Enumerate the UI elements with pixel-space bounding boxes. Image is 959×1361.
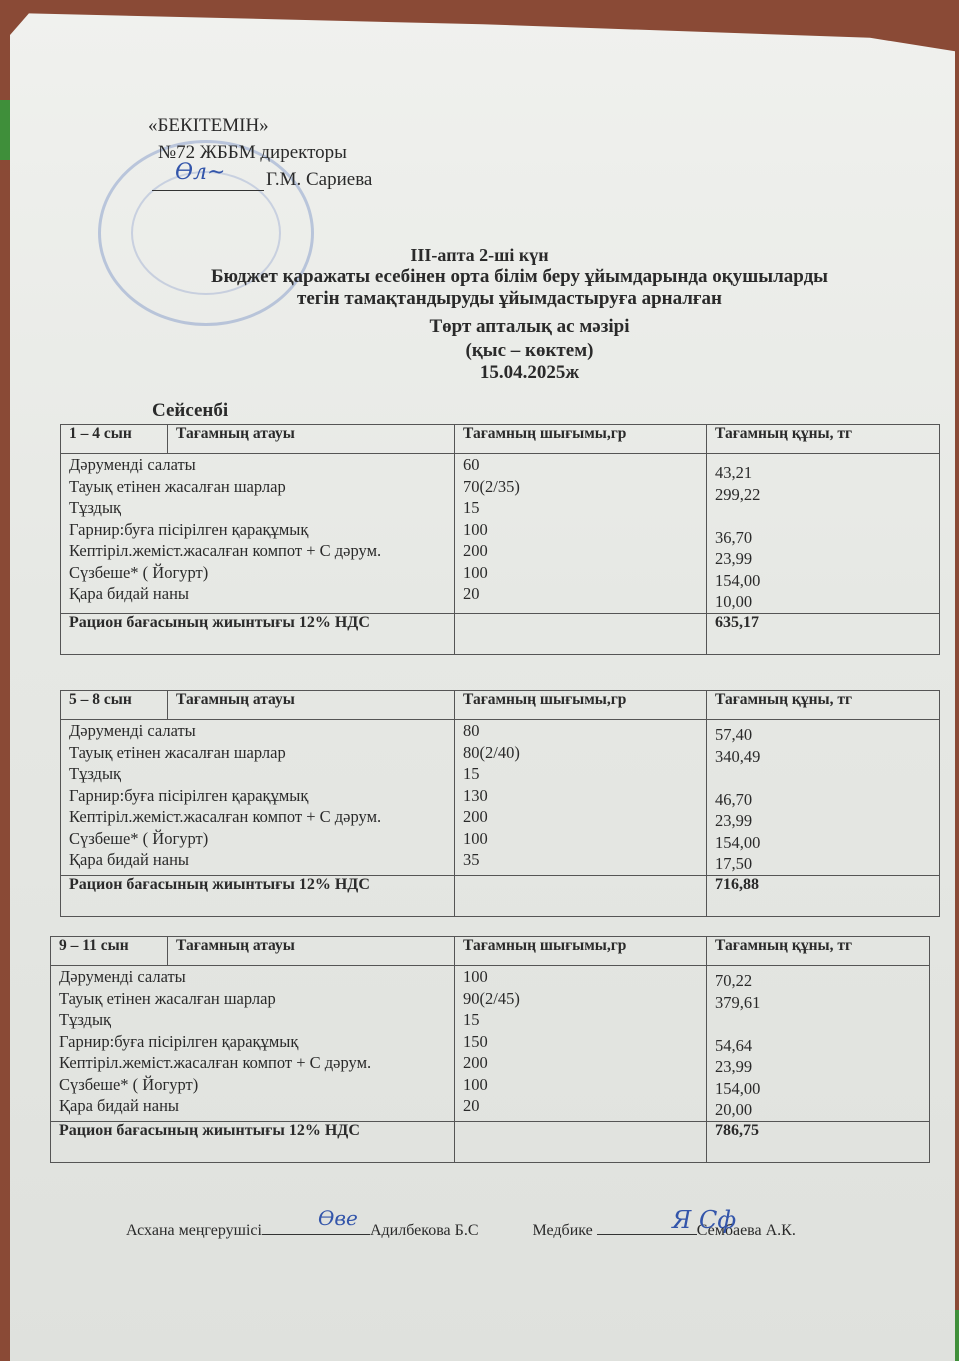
director-signature-line [152, 190, 264, 191]
cook-signature-line [262, 1234, 370, 1235]
table-header [61, 425, 940, 454]
dish-price: 54,64 [715, 1035, 753, 1055]
col-name-header: Тағамның атауы [168, 937, 455, 966]
dish-output: 150 [463, 1031, 488, 1051]
dish-output: 100 [463, 967, 488, 986]
col-output-header: Тағамның шығымы,гр [455, 937, 707, 966]
dish-output: 200 [463, 541, 488, 560]
table-header [51, 937, 930, 966]
dish-name: Тұздық [59, 1010, 112, 1029]
total-value: 716,88 [707, 875, 940, 916]
dish-output: 100 [463, 519, 488, 539]
dish-name: Гарнир:буға пісірілген қарақұмық [69, 785, 309, 805]
menu-table-grades-9-11 [50, 936, 930, 1163]
dish-price: 340,49 [715, 746, 761, 766]
dish-name: Гарнир:буға пісірілген қарақұмық [59, 1031, 299, 1051]
total-empty [455, 613, 707, 654]
dish-price-empty [715, 767, 931, 789]
dish-output: 20 [463, 584, 480, 603]
dish-price: 57,40 [715, 725, 753, 744]
dish-name: Кептіріл.жеміст.жасалған компот + С дәрум. [69, 807, 382, 826]
total-row [51, 1121, 930, 1162]
nurse-signature: Я Сф [672, 1206, 737, 1234]
cook-title: Асхана меңгерушісі [126, 1222, 262, 1239]
dish-outputs [455, 454, 707, 614]
signatures-footer [126, 1222, 926, 1240]
approval-name: Г.М. Сариева [266, 169, 373, 190]
col-name-header: Тағамның атауы [168, 691, 455, 720]
dish-output: 80 [463, 721, 480, 740]
dish-name: Қара бидай наны [59, 1096, 179, 1115]
total-label: Рацион бағасының жиынтығы 12% НДС [61, 613, 455, 654]
dish-price: 70,22 [715, 971, 753, 990]
dish-price: 17,50 [715, 854, 753, 873]
dish-output: 15 [463, 1010, 480, 1029]
menu-table-grades-1-4 [60, 424, 940, 655]
total-row [61, 613, 940, 654]
dish-output: 100 [463, 828, 488, 848]
total-value: 635,17 [707, 613, 940, 654]
grade-group: 9 – 11 сын [51, 937, 168, 966]
dish-output: 100 [463, 1074, 488, 1094]
title-line-1: Бюджет қаражаты есебінен орта білім беру ұйымдарында оқушыларды [210, 266, 829, 287]
dish-output: 20 [463, 1096, 480, 1115]
col-output-header: Тағамның шығымы,гр [455, 425, 707, 454]
dish-name: Дәруменді салаты [69, 455, 196, 474]
dish-price: 23,99 [715, 1057, 753, 1076]
dish-name: Гарнир:буға пісірілген қарақұмық [69, 519, 309, 539]
dish-price: 154,00 [715, 1078, 761, 1098]
dish-prices [707, 454, 940, 614]
dish-output: 100 [463, 562, 488, 582]
table-row [61, 454, 940, 614]
dish-prices [707, 966, 930, 1122]
approval-position: №72 ЖББМ директоры [158, 142, 347, 163]
dish-names [61, 720, 455, 876]
dish-price: 20,00 [715, 1100, 753, 1119]
season: (қыс – көктем) [465, 340, 594, 361]
dish-price: 10,00 [715, 592, 753, 611]
dish-outputs [455, 966, 707, 1122]
col-output-header: Тағамның шығымы,гр [455, 691, 707, 720]
dish-name: Дәруменді салаты [59, 967, 186, 986]
day-name: Сейсенбі [152, 400, 229, 421]
dish-output: 60 [463, 455, 480, 474]
table-row [61, 720, 940, 876]
dish-output: 200 [463, 807, 488, 826]
dish-output: 15 [463, 498, 480, 517]
nurse-signature-line [597, 1234, 697, 1235]
dish-price: 379,61 [715, 992, 761, 1012]
week-day-heading: ІІІ-апта 2-ші күн [410, 245, 549, 265]
dish-name: Тауық етінен жасалған шарлар [69, 742, 286, 762]
dish-output: 35 [463, 850, 480, 869]
dish-price: 299,22 [715, 484, 761, 504]
table-header [61, 691, 940, 720]
menu-date: 15.04.2025ж [479, 362, 580, 383]
total-row [61, 875, 940, 916]
dish-output: 200 [463, 1053, 488, 1072]
dish-names [51, 966, 455, 1122]
dish-price: 36,70 [715, 527, 753, 547]
grade-group: 1 – 4 сын [61, 425, 168, 454]
total-empty [455, 1121, 707, 1162]
total-label: Рацион бағасының жиынтығы 12% НДС [51, 1121, 455, 1162]
col-price-header: Тағамның құны, тг [707, 425, 940, 454]
title-line-2: тегін тамақтандыруды ұйымдастыруға арналған [296, 288, 722, 309]
director-signature: Ѳл~ [175, 160, 226, 185]
total-empty [455, 875, 707, 916]
approval-title: «БЕКІТЕМІН» [148, 115, 269, 136]
dish-output: 130 [463, 785, 488, 805]
dish-name: Тауық етінен жасалған шарлар [69, 476, 286, 496]
nurse-title: Медбике [532, 1222, 593, 1239]
table-row [51, 966, 930, 1122]
col-price-header: Тағамның құны, тг [707, 937, 930, 966]
dish-name: Тұздық [69, 498, 122, 517]
grade-group: 5 – 8 сын [61, 691, 168, 720]
col-name-header: Тағамның атауы [168, 425, 455, 454]
dish-price-empty [715, 505, 931, 527]
dish-name: Сүзбеше* ( Йогурт) [59, 1074, 199, 1094]
dish-names [61, 454, 455, 614]
dish-name: Тұздық [69, 764, 122, 783]
dish-price-empty [715, 1013, 921, 1035]
dish-price: 23,99 [715, 549, 753, 568]
dish-output: 80(2/40) [463, 742, 520, 762]
cook-name: Адилбекова Б.С [369, 1222, 479, 1239]
dish-output: 15 [463, 764, 480, 783]
dish-name: Кептіріл.жеміст.жасалған компот + С дәрум. [59, 1053, 372, 1072]
dish-price: 154,00 [715, 832, 761, 852]
col-price-header: Тағамның құны, тг [707, 691, 940, 720]
dish-price: 43,21 [715, 463, 753, 482]
dish-outputs [455, 720, 707, 876]
dish-output: 90(2/45) [463, 988, 520, 1008]
dish-name: Кептіріл.жеміст.жасалған компот + С дәрум. [69, 541, 382, 560]
dish-price: 23,99 [715, 811, 753, 830]
nurse-name: Сембаева А.К. [696, 1222, 796, 1239]
dish-price: 46,70 [715, 789, 753, 809]
dish-name: Дәруменді салаты [69, 721, 196, 740]
dish-name: Сүзбеше* ( Йогурт) [69, 562, 209, 582]
dish-name: Қара бидай наны [69, 584, 189, 603]
dish-name: Қара бидай наны [69, 850, 189, 869]
total-label: Рацион бағасының жиынтығы 12% НДС [61, 875, 455, 916]
cook-signature: Ѳве [318, 1206, 358, 1230]
dish-prices [707, 720, 940, 876]
total-value: 786,75 [707, 1121, 930, 1162]
menu-table-grades-5-8 [60, 690, 940, 917]
dish-output: 70(2/35) [463, 476, 520, 496]
title-line-3: Төрт апталық ас мәзірі [429, 316, 630, 337]
dish-name: Сүзбеше* ( Йогурт) [69, 828, 209, 848]
dish-name: Тауық етінен жасалған шарлар [59, 988, 276, 1008]
dish-price: 154,00 [715, 570, 761, 590]
